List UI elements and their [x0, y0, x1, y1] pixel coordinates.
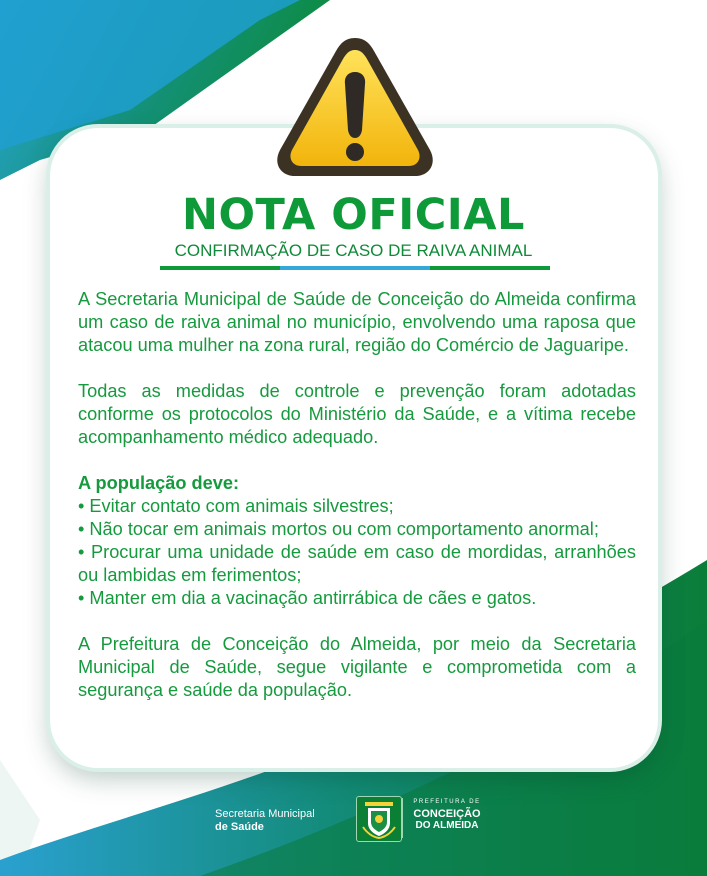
list-item: • Evitar contato com animais silvestres; — [78, 496, 394, 516]
paragraph-closing: A Prefeitura de Conceição do Almeida, por meio da Secretaria Municipal de Saúde, segue vigilante e comprometida com a segurança e saúde da população. — [78, 634, 636, 700]
paragraph-measures: Todas as medidas de controle e prevenção foram adotadas conforme os protocolos do Ministério da Saúde, e a vítima recebe acompanhamento médico adequado. — [78, 381, 636, 447]
secretaria-line-2: de Saúde — [215, 821, 264, 833]
secretaria-label — [215, 808, 315, 834]
title-divider — [160, 266, 550, 270]
prefeitura-name-line-1: CONCEIÇÃO — [413, 808, 481, 820]
secretaria-line-1: Secretaria Municipal — [215, 808, 315, 820]
prefeitura-name-line-2: DO ALMEIDA — [415, 820, 479, 831]
list-item: • Manter em dia a vacinação antirrábica de cães e gatos. — [78, 588, 537, 608]
logo-divider — [402, 798, 403, 838]
note-body — [78, 288, 636, 725]
prefeitura-small-label: PREFEITURA DE — [413, 799, 481, 805]
page-subtitle: CONFIRMAÇÃO DE CASO DE RAIVA ANIMAL — [174, 241, 533, 260]
warning-triangle-icon — [270, 30, 440, 188]
coat-of-arms-icon — [356, 796, 402, 842]
list-heading: A população deve: — [78, 473, 240, 493]
prefeitura-logo — [404, 797, 490, 841]
list-item: • Procurar uma unidade de saúde em caso de mordidas, arranhões ou lambidas em ferimentos; — [78, 542, 636, 585]
page-title: NOTA OFICIAL — [182, 190, 525, 240]
list-item: • Não tocar em animais mortos ou com comportamento anormal; — [78, 519, 599, 539]
paragraph-confirmation: A Secretaria Municipal de Saúde de Conceição do Almeida confirma um caso de raiva animal no município, envolvendo uma raposa que atacou uma mulher na zona rural, região do Comércio de Jaguaripe. — [78, 289, 636, 355]
